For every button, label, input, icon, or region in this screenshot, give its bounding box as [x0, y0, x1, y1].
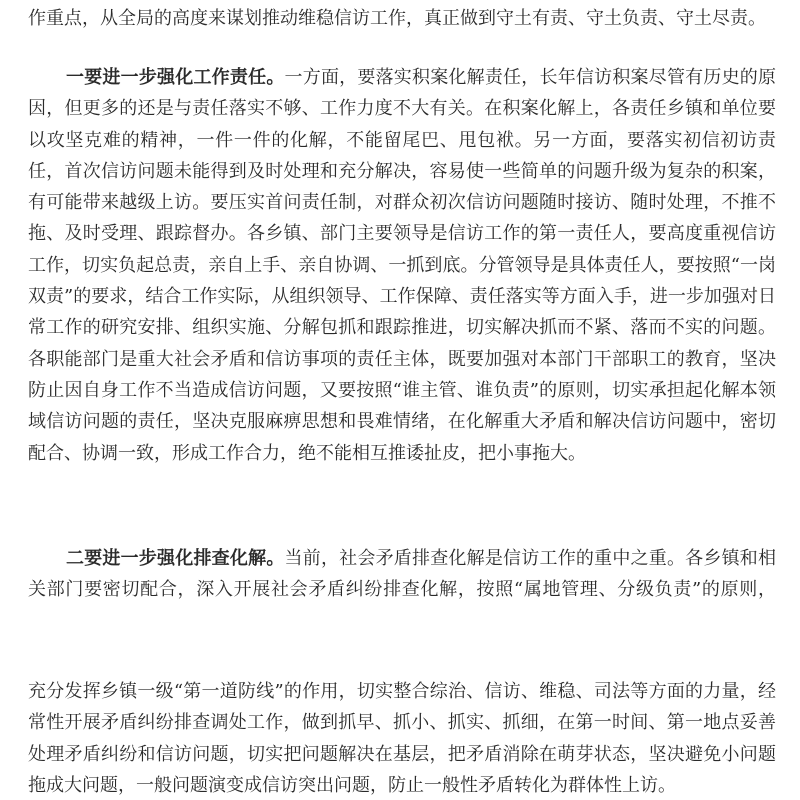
section-2-paragraph	[28, 543, 776, 606]
section-1-paragraph	[28, 62, 776, 469]
opening-line: 作重点，从全局的高度来谋划推动维稳信访工作，真正做到守土有责、守土负责、守土尽责。	[28, 8, 766, 29]
section-2-body: 当前，社会矛盾排查化解是信访工作的重中之重。各乡镇和相关部门要密切配合，深入开展社会矛盾纠纷排查化解，按照“属地管理、分级负责”的原则，	[28, 548, 777, 601]
section-1-body: 一方面，要落实积案化解责任，长年信访积案尽管有历史的原因，但更多的还是与责任落实不够、工作力度不大有关。在积案化解上，各责任乡镇和单位要以攻坚克难的精神，一件一件的化解，不能留尾巴、甩包袱。另一方面，要落实初信初访责任，首次信访问题未能得到及时处理和充分解决，容易使一些简单的问题升级为复杂的积案，有可能带来越级上访。要压实首问责任制，对群众初次信访问题随时接访、随时处理，不推不拖、及时受理、跟踪督办。各乡镇、部门主要领导是信访工作的第一责任人，要高度重视信访工作，切实负起总责，亲自上手、亲自协调、一抓到底。分管领导是具体责任人，要按照“一岗双责”的要求，结合工作实际，从组织领导、工作保障、责任落实等方面入手，进一步加强对日常工作的研究安排、组织实施、分解包抓和跟踪推进，切实解决抓而不紧、落而不实的问题。各职能部门是重大社会矛盾和信访事项的责任主体，既要加强对本部门干部职工的教育，坚决防止因自身工作不当造成信访问题，又要按照“谁主管、谁负责”的原则，切实承担起化解本领域信访问题的责任，坚决克服麻痹思想和畏难情绪，在化解重大矛盾和解决信访问题中，密切配合、协调一致，形成工作合力，绝不能相互推诿扯皮，把小事拖大。	[28, 67, 777, 464]
section-2-continuation: 充分发挥乡镇一级“第一道防线”的作用，切实整合综治、信访、维稳、司法等方面的力量，经常性开展矛盾纠纷排查调处工作，做到抓早、抓小、抓实、抓细，在第一时间、第一地点妥善处理矛盾纠纷和信访问题，切实把问题解决在基层，把矛盾消除在萌芽状态，坚决避免小问题拖成大问题，一般问题演变成信访突出问题，防止一般性矛盾转化为群体性上访。	[28, 681, 776, 796]
section-1-heading: 一要进一步强化工作责任。	[66, 67, 285, 88]
page-break-gap	[0, 610, 800, 670]
section-2-heading: 二要进一步强化排查化解。	[66, 548, 285, 569]
